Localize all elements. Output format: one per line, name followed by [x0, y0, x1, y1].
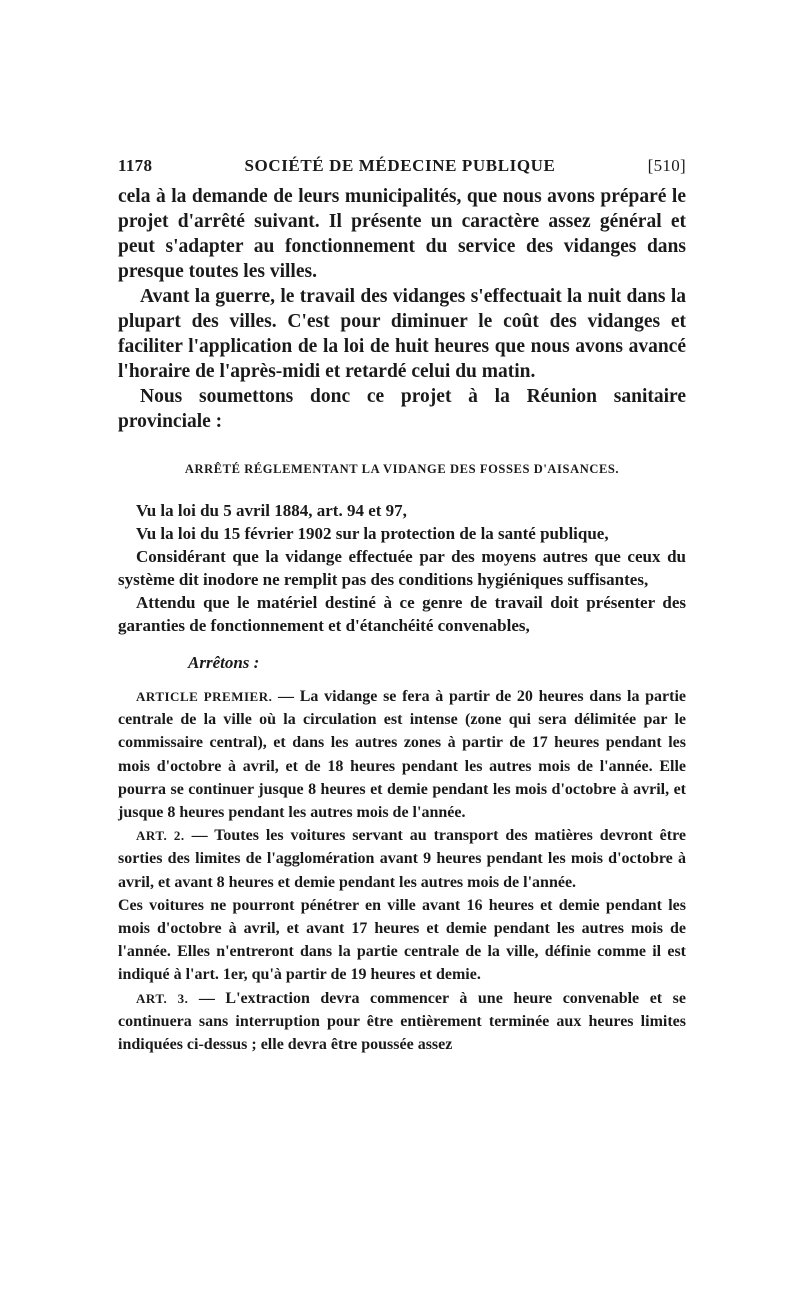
intro-paragraph-2: Avant la guerre, le travail des vidanges s'effectuait la nuit dans la plupart des villes. C'est pour diminuer le coût des vidanges et faciliter l'application de la loi de huit heures que nous avons avancé l'horaire de l'après-midi et retardé celui du matin. — [118, 286, 686, 382]
intro-paragraph-1: cela à la demande de leurs municipalités, que nous avons préparé le projet d'arrêté suivant. Il présente un caractère assez général et peut s'adapter au fonctionnement du service des vidanges dans presque toutes les villes. — [118, 186, 686, 282]
article-2-paragraph-2: Ces voitures ne pourront pénétrer en ville avant 16 heures et demie pendant les mois d'octobre à avril, et avant 17 heures et demie pendant les autres mois de l'année. Elles n'entreront dans la partie centrale de la ville, définie comme il est indiqué à l'art. 1er, qu'à partir de 19 heures et demie. — [118, 896, 686, 984]
article-1-label: ARTICLE PREMIER. — [136, 689, 273, 704]
running-header — [118, 156, 686, 176]
article-1 — [118, 685, 686, 824]
running-title: SOCIÉTÉ DE MÉDECINE PUBLIQUE — [244, 156, 556, 175]
consideration-4: Attendu que le matériel destiné à ce genre de travail doit présenter des garanties de fonctionnement et d'étanchéité convenables, — [118, 593, 686, 635]
article-3-label: ART. 3. — [136, 990, 189, 1006]
article-3 — [118, 987, 686, 1057]
article-2 — [118, 824, 686, 894]
article-3-text: — L'extraction devra commencer à une heure convenable et se continuera sans interruption pour être entièrement terminée aux heures limites indiquées ci-dessus ; elle devra être poussée assez — [118, 989, 686, 1054]
document-page — [118, 156, 686, 1056]
folio-number: [510] — [647, 156, 686, 175]
article-1-text: — La vidange se fera à partir de 20 heures dans la partie centrale de la ville où la circulation est intense (zone qui sera délimitée par le commissaire central), et dans les autres zones à partir de 17 heures pendant les mois d'octobre à avril, et de 18 heures pendant les autres mois de l'année. Elle pourra se continuer jusque 8 heures et demie pendant les mois d'octobre à avril, et jusque 8 heures pendant les autres mois de l'année. — [118, 688, 687, 822]
arretons-label: Arrêtons : — [188, 653, 260, 672]
consideration-2: Vu la loi du 15 février 1902 sur la protection de la santé publique, — [136, 524, 609, 543]
page-number: 1178 — [118, 156, 153, 175]
decree-heading: ARRÊTÉ RÉGLEMENTANT LA VIDANGE DES FOSSES D'AISANCES. — [184, 462, 620, 476]
article-2-text: — Toutes les voitures servant au transport des matières devront être sorties des limites de l'agglomération avant 9 heures pendant les mois d'octobre à avril, et avant 8 heures et demie pendant les autres mois de l'année. — [118, 827, 687, 891]
consideration-1: Vu la loi du 5 avril 1884, art. 94 et 97, — [136, 501, 407, 520]
article-2-label: ART. 2. — [136, 828, 185, 844]
consideration-3: Considérant que la vidange effectuée par des moyens autres que ceux du système dit inodore ne remplit pas des conditions hygiéniques suffisantes, — [118, 547, 686, 589]
intro-paragraph-3: Nous soumettons donc ce projet à la Réunion sanitaire provinciale : — [118, 386, 686, 432]
